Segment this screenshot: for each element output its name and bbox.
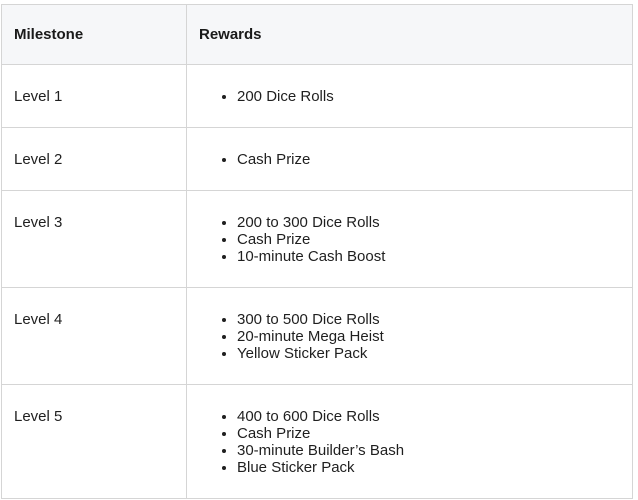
header-row <box>2 5 633 65</box>
rewards-cell <box>187 128 633 191</box>
reward-item: • 200 to 300 Dice Rolls <box>237 214 620 231</box>
rewards-list <box>199 151 620 168</box>
milestone-cell: Level 1 <box>2 65 187 128</box>
reward-item: • 10-minute Cash Boost <box>237 248 620 265</box>
reward-item: • Blue Sticker Pack <box>237 459 620 476</box>
milestone-cell: Level 4 <box>2 288 187 385</box>
reward-item: • 400 to 600 Dice Rolls <box>237 408 620 425</box>
milestone-cell: Level 2 <box>2 128 187 191</box>
rewards-cell <box>187 288 633 385</box>
rewards-cell <box>187 65 633 128</box>
milestone-rewards-table <box>1 4 633 499</box>
rewards-cell <box>187 191 633 288</box>
milestone-cell: Level 3 <box>2 191 187 288</box>
reward-item: • 200 Dice Rolls <box>237 88 620 105</box>
reward-item: • Cash Prize <box>237 151 620 168</box>
reward-item: • 20-minute Mega Heist <box>237 328 620 345</box>
table-row <box>2 65 633 128</box>
reward-item: • Cash Prize <box>237 231 620 248</box>
rewards-list <box>199 311 620 362</box>
reward-item: • Yellow Sticker Pack <box>237 345 620 362</box>
table-row <box>2 385 633 499</box>
table-row <box>2 191 633 288</box>
milestone-cell: Level 5 <box>2 385 187 499</box>
reward-item: • Cash Prize <box>237 425 620 442</box>
column-header-milestone: Milestone <box>2 5 187 65</box>
reward-item: • 300 to 500 Dice Rolls <box>237 311 620 328</box>
table-row <box>2 288 633 385</box>
reward-item: • 30-minute Builder’s Bash <box>237 442 620 459</box>
rewards-list <box>199 214 620 265</box>
rewards-list <box>199 88 620 105</box>
table-row <box>2 128 633 191</box>
rewards-cell <box>187 385 633 499</box>
column-header-rewards: Rewards <box>187 5 633 65</box>
rewards-list <box>199 408 620 476</box>
